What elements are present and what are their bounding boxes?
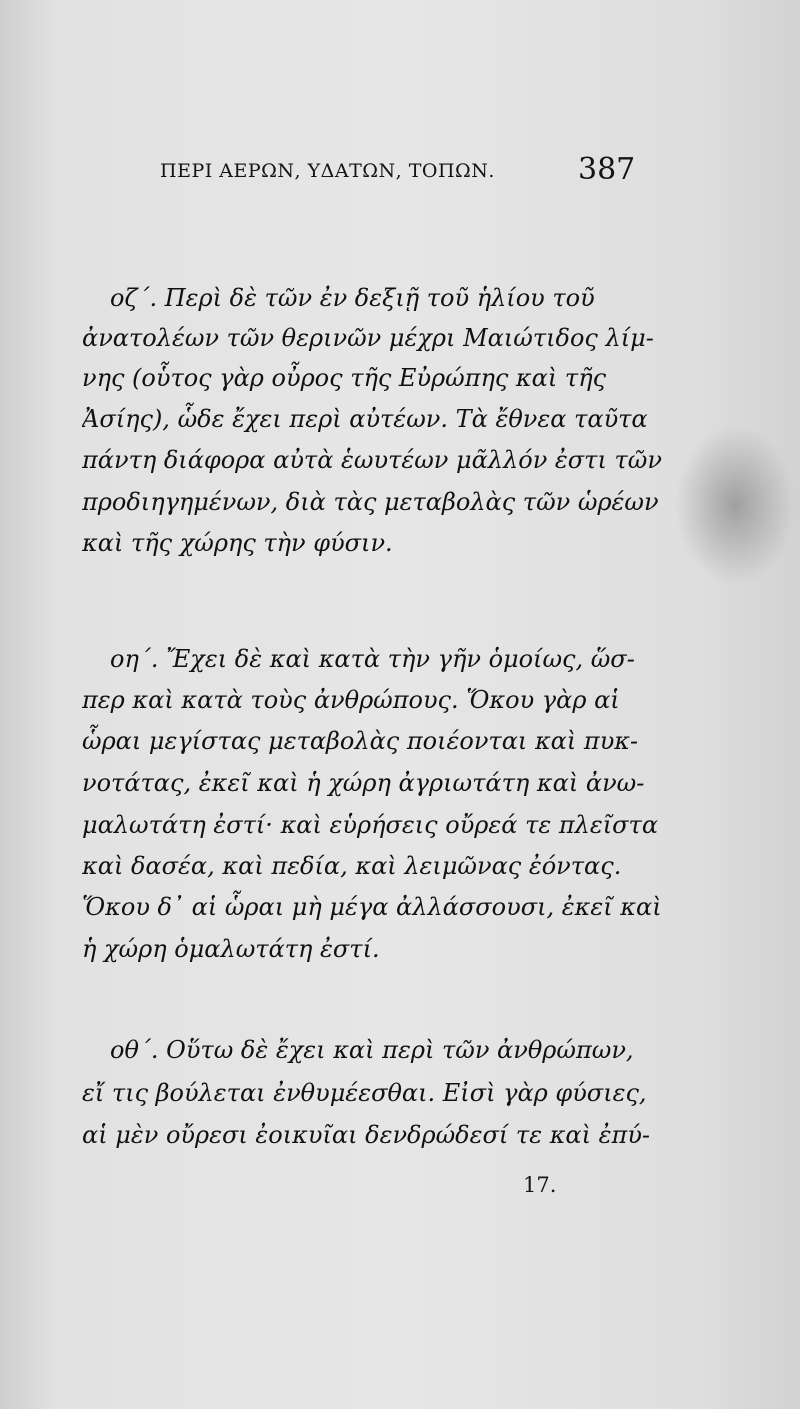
text-line: καὶ δασέα, καὶ πεδία, καὶ λειμῶνας ἐόντας. xyxy=(82,852,622,880)
text-line: ὧραι μεγίστας μεταβολὰς ποιέονται καὶ πυκ- xyxy=(82,727,639,755)
text-line: οη΄. Ἔχει δὲ καὶ κατὰ τὴν γῆν ὁμοίως, ὥσ- xyxy=(110,645,635,673)
section-78 xyxy=(82,639,667,979)
text-line: ἀνατολέων τῶν θερινῶν μέχρι Μαιώτιδος λίμ- xyxy=(82,324,654,352)
text-line: οζ΄. Περὶ δὲ τῶν ἐν δεξιῇ τοῦ ἡλίου τοῦ xyxy=(110,284,595,312)
section-77 xyxy=(82,278,667,568)
section-79 xyxy=(82,1030,667,1160)
text-line: ἡ χώρη ὁμαλωτάτη ἐστί. xyxy=(82,935,380,963)
text-line: πάντη διάφορα αὐτὰ ἑωυτέων μᾶλλόν ἐστι τῶν xyxy=(82,446,662,474)
text-line: νοτάτας, ἐκεῖ καὶ ἡ χώρη ἀγριωτάτη καὶ ἀνω- xyxy=(82,769,645,797)
text-line: προδιηγημένων, διὰ τὰς μεταβολὰς τῶν ὡρέων xyxy=(82,488,659,516)
text-line: οθ΄. Οὕτω δὲ ἔχει καὶ περὶ τῶν ἀνθρώπων, xyxy=(110,1036,634,1064)
text-line: Ὅκου δ᾽ αἱ ὧραι μὴ μέγα ἀλλάσσουσι, ἐκεῖ καὶ xyxy=(82,893,662,921)
page-header xyxy=(160,150,660,190)
text-line: μαλωτάτη ἐστί· καὶ εὑρήσεις οὔρεά τε πλεῖστα xyxy=(82,811,659,839)
text-line: περ καὶ κατὰ τοὺς ἀνθρώπους. Ὅκου γὰρ αἱ xyxy=(82,686,620,714)
page-number: 387 xyxy=(578,152,636,187)
signature-mark: 17. xyxy=(523,1173,557,1197)
text-line: καὶ τῆς χώρης τὴν φύσιν. xyxy=(82,529,393,557)
text-line: εἴ τις βούλεται ἐνθυμέεσθαι. Εἰσὶ γὰρ φύσιες, xyxy=(82,1079,647,1107)
running-title: ΠΕΡΙ ΑΕΡΩΝ, ΥΔΑΤΩΝ, ΤΟΠΩΝ. xyxy=(160,160,495,182)
text-line: νης (οὗτος γὰρ οὖρος τῆς Εὐρώπης καὶ τῆς xyxy=(82,364,607,392)
text-line: Ἀσίης), ὧδε ἔχει περὶ αὐτέων. Τὰ ἔθνεα ταῦτα xyxy=(82,405,648,433)
text-line: αἱ μὲν οὔρεσι ἐοικυῖαι δενδρώδεσί τε καὶ ἐπύ- xyxy=(82,1121,651,1149)
